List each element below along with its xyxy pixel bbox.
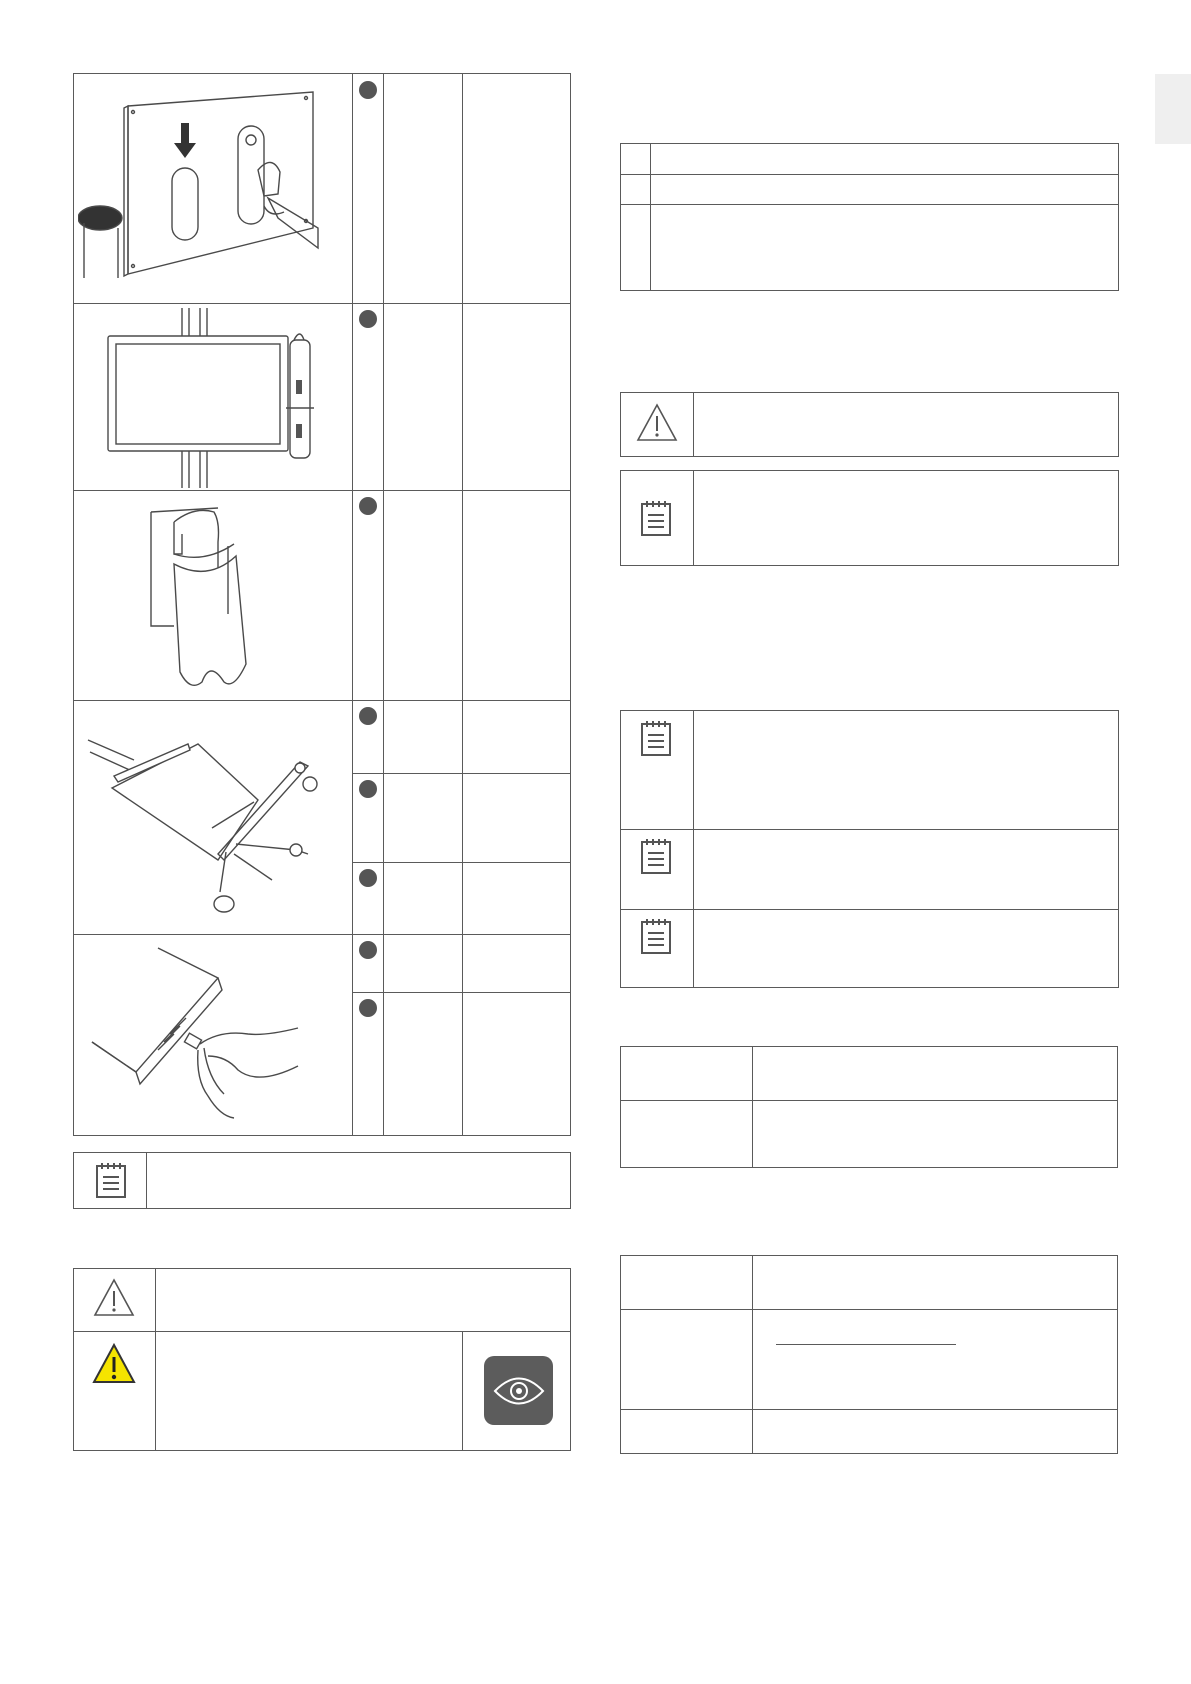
info-table-b [620,1255,1118,1454]
warning-triangle-yellow-icon [91,1342,137,1386]
caution-box [620,392,1119,457]
monitor-mount-illustration [78,78,348,300]
safety-table [73,1268,571,1451]
warning-triangle-outline-icon [635,402,679,444]
eye-badge [484,1356,553,1425]
step-marker [359,707,377,725]
step-marker [359,869,377,887]
notepad-icon [639,837,673,875]
holder-bracket-illustration [78,494,348,698]
step-marker [359,941,377,959]
step-marker [359,999,377,1017]
computer-cart-illustration [78,704,348,932]
note-box [620,470,1119,566]
monitor-front-illustration [78,308,348,488]
page-edge-tab [1155,74,1191,144]
steps-table [73,73,571,1136]
notepad-icon [639,499,673,537]
notes-table [620,710,1119,988]
step-marker [359,780,377,798]
link-underline[interactable] [776,1344,956,1345]
notepad-icon [94,1161,128,1199]
power-connection-illustration [78,938,348,1132]
info-table-a [620,1046,1118,1168]
warning-triangle-outline-icon [92,1277,136,1319]
notepad-icon [639,719,673,757]
step-marker [359,497,377,515]
eye-icon [492,1372,546,1410]
step-marker [359,310,377,328]
step-marker [359,81,377,99]
note-box [73,1152,571,1209]
notepad-icon [639,917,673,955]
item-list-table [620,143,1119,291]
